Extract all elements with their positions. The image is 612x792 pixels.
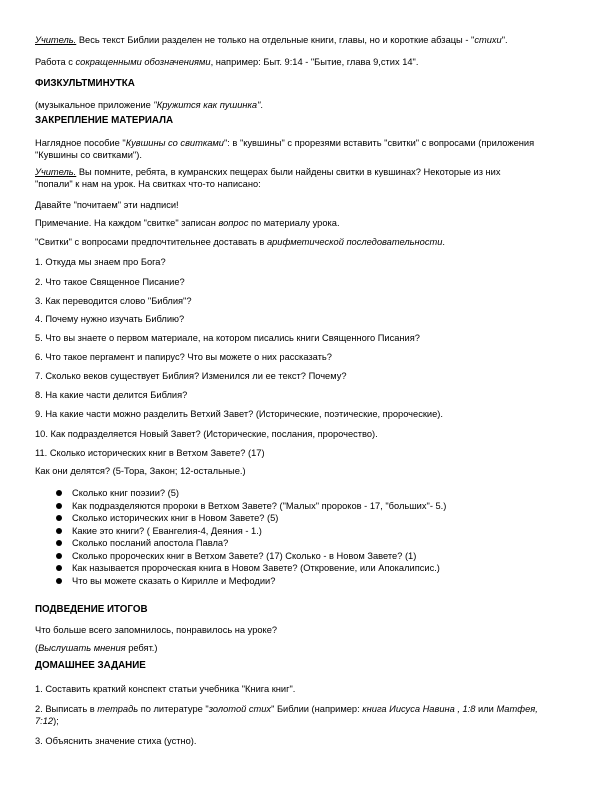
bullet-dot [56,540,62,546]
question-item: 2. Что такое Священное Писание? [35,277,185,287]
paragraph-summary-question: Что больше всего запомнилось, понравилось на уроке? [35,625,278,635]
question-item: 6. Что такое пергамент и папирус? Что вы можете о них рассказать? [35,352,332,362]
paragraph-text: "Свитки" с вопросами предпочтительнее доставать в [35,237,267,247]
paragraph-opinions [35,642,582,654]
question-item: 10. Как подразделяется Новый Завет? (Исторические, послания, пророчество). [35,429,378,439]
speaker-label: Учитель. [35,35,77,45]
paragraph-text: " Библии (например: [271,704,363,714]
paragraph-teacher-verses [35,34,582,46]
paragraph-order [35,236,582,248]
bullet-item: Сколько книг поэзии? (5) [72,488,180,498]
paragraph-text: по материалу урока. [248,218,340,228]
emphasis-text: Кувшины со свитками [125,138,224,148]
paragraph-teacher-qumran-line2: "попали" к нам на урок. На свитках что-то написано: [35,179,261,189]
bullet-item: Как подразделяются пророки в Ветхом Завете? ("Малых" пророков - 17, "больших"- 5.) [72,501,447,511]
emphasis-text: золотой стих [208,704,272,714]
bullet-dot [56,553,62,559]
paragraph-text: , например: Быт. 9:14 - "Бытие, глава 9,стих 14". [210,57,419,67]
paragraph-text: Вы помните, ребята, в кумранских пещерах были найдены свитки в кувшинах? Некоторые из них [76,167,501,177]
paragraph-visual-aid [35,137,582,149]
paragraph-music [35,99,582,111]
heading-homework: ДОМАШНЕЕ ЗАДАНИЕ [35,660,146,671]
question-item: 5. Что вы знаете о первом материале, на котором писались книги Священного Писания? [35,333,420,343]
bullet-item: Какие это книги? ( Евангелия-4, Деяния - 1.) [72,526,262,536]
question-item: 9. На какие части можно разделить Ветхий Завет? (Исторические, поэтические, пророческие). [35,409,443,419]
emphasis-text: вопрос [218,218,249,228]
paragraph-note [35,217,582,229]
bullet-item: Сколько пророческих книг в Ветхом Завете? (17) Сколько - в Новом Завете? (1) [72,551,417,561]
paragraph-text: или [475,704,497,714]
paragraph-text: (музыкальное приложение [35,100,154,110]
bullet-item: Как называется пророческая книга в Новом Завете? (Откровение, или Апокалипсис.) [72,563,440,573]
bullet-item: Сколько посланий апостола Павла? [72,538,229,548]
heading-summary: ПОДВЕДЕНИЕ ИТОГОВ [35,604,148,615]
heading-physical-break: ФИЗКУЛЬТМИНУТКА [35,78,135,89]
bullet-dot [56,490,62,496]
paragraph-text: Работа с [35,57,76,67]
paragraph-text: Примечание. На каждом "свитке" записан [35,218,219,228]
homework-item: 3. Объяснить значение стиха (устно). [35,736,197,746]
bullet-dot [56,565,62,571]
paragraph-lets-read: Давайте "почитаем" эти надписи! [35,200,179,210]
paragraph-text: ". [501,35,508,45]
paragraph-text: ребят.) [125,643,158,653]
paragraph-visual-aid-line2: "Кувшины со свитками"). [35,150,142,160]
bullet-dot [56,528,62,534]
bullet-dot [56,503,62,509]
homework-item: 1. Составить краткий конспект статьи учебника "Книга книг". [35,684,296,694]
emphasis-text: книга Иисуса Навина , 1:8 [362,704,476,714]
homework-item-line2 [35,715,582,727]
bullet-dot [56,515,62,521]
question-item: 8. На какие части делится Библия? [35,390,188,400]
paragraph-abbreviations [35,56,582,68]
question-item: 11. Сколько исторических книг в Ветхом Завете? (17) [35,448,265,458]
paragraph-text: . [260,100,263,110]
paragraph-text: 2. Выписать в [35,704,98,714]
emphasis-text: 7:12 [35,716,54,726]
emphasis-text: тетрадь [97,704,139,714]
paragraph-text: ": в "кувшины" с прорезями вставить "свитки" с вопросами (приложения [223,138,535,148]
emphasis-text: Матфея, [496,704,538,714]
heading-consolidation: ЗАКРЕПЛЕНИЕ МАТЕРИАЛА [35,115,174,126]
speaker-label: Учитель. [35,167,77,177]
paragraph-division: Как они делятся? (5-Тора, Закон; 12-остальные.) [35,466,246,476]
question-item: 3. Как переводится слово "Библия"? [35,296,192,306]
question-item: 4. Почему нужно изучать Библию? [35,314,185,324]
question-item: 7. Сколько веков существует Библия? Изменился ли ее текст? Почему? [35,371,347,381]
bullet-dot [56,578,62,584]
homework-item [35,703,582,715]
paragraph-teacher-qumran [35,166,582,178]
emphasis-text: стихи [474,35,502,45]
bullet-item: Что вы можете сказать о Кирилле и Мефодии? [72,576,276,586]
paragraph-text: . [442,237,445,247]
bullet-item: Сколько исторических книг в Новом Завете? (5) [72,513,279,523]
emphasis-text: Выслушать мнения [38,643,126,653]
paragraph-text: Весь текст Библии разделен не только на отдельные книги, главы, но и короткие абзацы - " [76,35,475,45]
paragraph-text: ( [35,643,39,653]
paragraph-text: ); [53,716,59,726]
emphasis-text: "Кружится как пушинка" [153,100,261,110]
paragraph-text: по литературе " [138,704,209,714]
emphasis-text: сокращенными обозначениями [75,57,211,67]
question-item: 1. Откуда мы знаем про Бога? [35,257,166,267]
emphasis-text: арифметической последовательности [266,237,443,247]
paragraph-text: Наглядное пособие " [35,138,126,148]
